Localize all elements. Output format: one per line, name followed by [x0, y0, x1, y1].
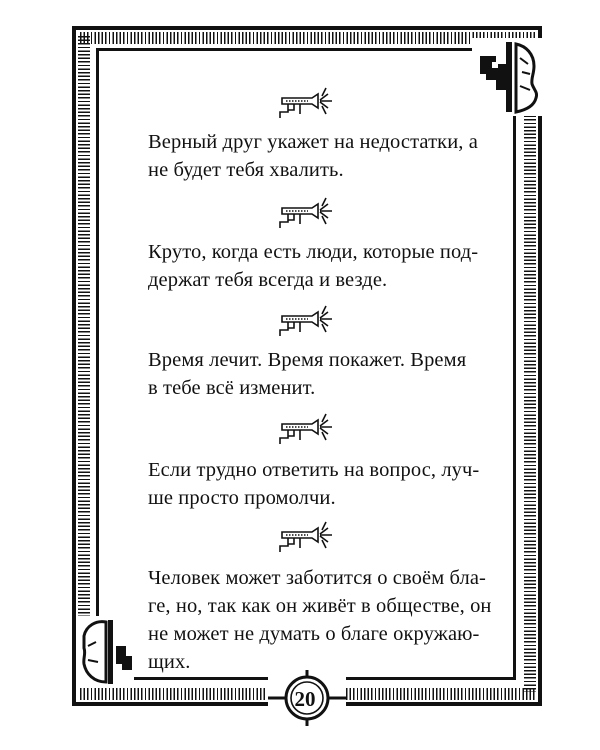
tech-gadget-divider-icon: [268, 518, 340, 558]
quote-line: Время лечит. Время покажет. Время: [148, 349, 467, 371]
left-ticked-border: [78, 36, 90, 616]
quote-block: [148, 456, 500, 512]
quote-line: не может не думать о благе окружаю-: [148, 623, 480, 645]
tech-gadget-divider-icon: [268, 84, 340, 124]
quote-block: [148, 238, 500, 294]
bottom-right-ticked-border: [346, 688, 536, 700]
quote-line: щих.: [148, 651, 191, 673]
spy-figure-silhouette-icon: [472, 38, 542, 116]
quote-block: [148, 346, 500, 402]
quote-line: не будет тебя хвалить.: [148, 159, 344, 181]
right-ticked-border: [524, 112, 536, 692]
quote-line: ше просто промолчи.: [148, 487, 336, 509]
top-ticked-border: [80, 32, 536, 44]
quote-line: держат тебя всегда и везде.: [148, 269, 388, 291]
page-number: 20: [294, 687, 316, 711]
tech-gadget-divider-icon: [268, 302, 340, 342]
quote-line: Верный друг укажет на недостатки, а: [148, 131, 478, 153]
bottom-left-ticked-border: [80, 688, 266, 700]
quote-block: [148, 128, 500, 184]
tech-gadget-divider-icon: [268, 410, 340, 450]
quote-line: Если трудно ответить на вопрос, луч-: [148, 459, 480, 481]
quote-block: [148, 564, 500, 676]
quote-line: в тебе всё изменит.: [148, 377, 316, 399]
tech-gadget-divider-icon: [268, 194, 340, 234]
quote-line: ге, но, так как он живёт в обществе, он: [148, 595, 492, 617]
quote-line: Круто, когда есть люди, которые под-: [148, 241, 479, 263]
spy-figure-silhouette-icon: [80, 616, 134, 688]
quote-line: Человек может заботится о своём бла-: [148, 567, 486, 589]
